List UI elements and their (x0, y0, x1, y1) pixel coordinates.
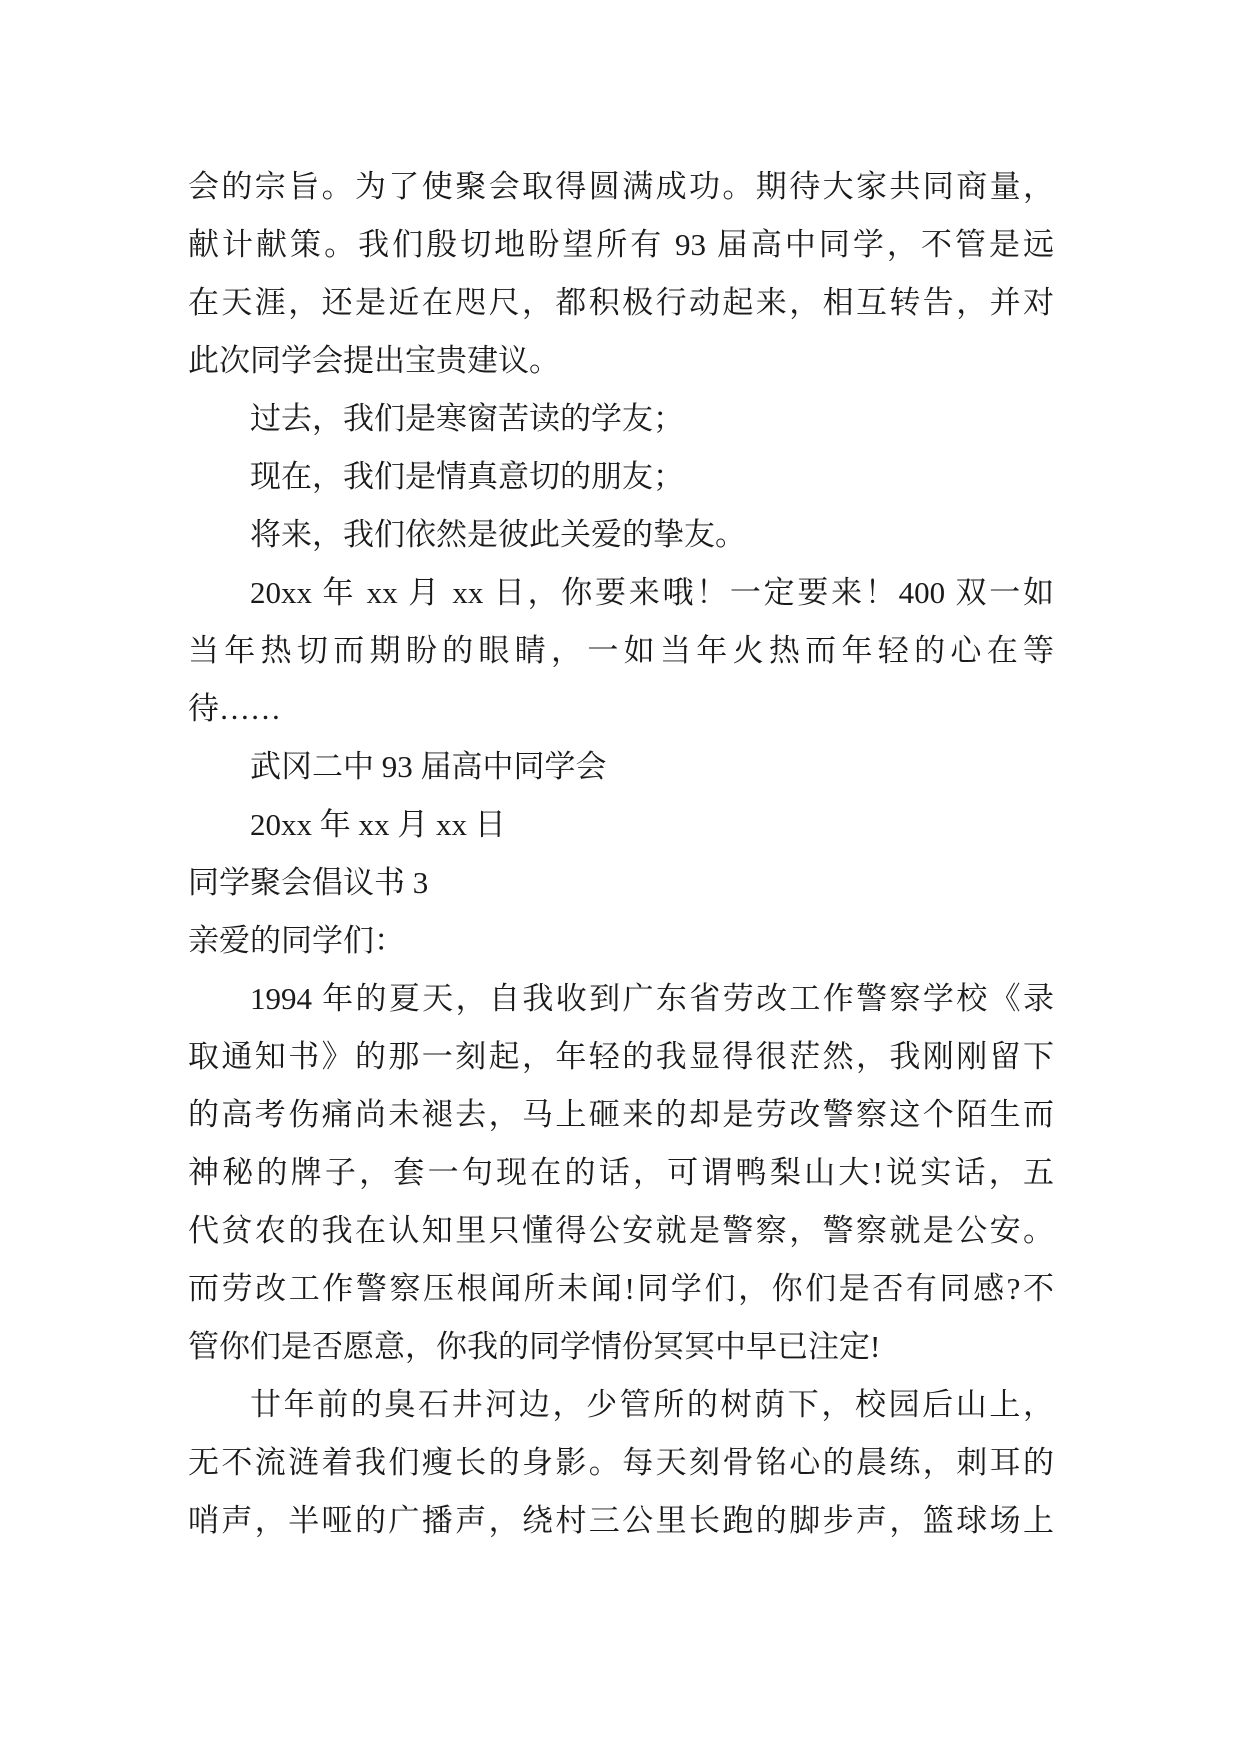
text-line: 取通知书》的那一刻起，年轻的我显得很茫然，我刚刚留下 (188, 1039, 1054, 1074)
text-line: 当年热切而期盼的眼睛，一如当年火热而年轻的心在等 (188, 633, 1054, 668)
text-line: 哨声，半哑的广播声，绕村三公里长跑的脚步声，篮球场上 (188, 1503, 1054, 1538)
verse-block (188, 390, 1054, 564)
closing-paragraph (188, 564, 1054, 738)
verse-line: 现在，我们是情真意切的朋友； (250, 459, 684, 494)
signature-date: 20xx 年 xx 月 xx 日 (250, 807, 506, 842)
text-line: 此次同学会提出宝贵建议。 (188, 343, 560, 378)
text-line: 廿年前的臭石井河边，少管所的树荫下，校园后山上， (250, 1387, 1054, 1422)
verse-line: 将来，我们依然是彼此关爱的挚友。 (250, 517, 746, 552)
text-line: 待…… (188, 691, 281, 726)
signature: 武冈二中 93 届高中同学会 (250, 749, 607, 784)
text-line: 20xx 年 xx 月 xx 日，你要来哦！一定要来！400 双一如 (250, 575, 1054, 610)
text-line: 神秘的牌子，套一句现在的话，可谓鸭梨山大!说实话，五 (188, 1155, 1054, 1190)
text-line: 会的宗旨。为了使聚会取得圆满成功。期待大家共同商量， (188, 169, 1054, 204)
text-line: 代贫农的我在认知里只懂得公安就是警察，警察就是公安。 (188, 1213, 1054, 1248)
body-paragraph (188, 970, 1054, 1376)
text-line: 献计献策。我们殷切地盼望所有 93 届高中同学，不管是远 (188, 227, 1054, 262)
continuation-paragraph (188, 158, 1054, 390)
text-line: 在天涯，还是近在咫尺，都积极行动起来，相互转告，并对 (188, 285, 1054, 320)
text-line: 1994 年的夏天，自我收到广东省劳改工作警察学校《录 (250, 981, 1054, 1016)
section-title: 同学聚会倡议书 3 (188, 865, 429, 900)
text-line: 的高考伤痛尚未褪去，马上砸来的却是劳改警察这个陌生而 (188, 1097, 1054, 1132)
salutation: 亲爱的同学们： (188, 923, 405, 958)
document-body (188, 158, 1054, 1550)
text-line: 管你们是否愿意，你我的同学情份冥冥中早已注定! (188, 1329, 881, 1364)
text-line: 而劳改工作警察压根闻所未闻!同学们，你们是否有同感?不 (188, 1271, 1054, 1306)
text-line: 无不流涟着我们瘦长的身影。每天刻骨铭心的晨练，刺耳的 (188, 1445, 1054, 1480)
verse-line: 过去，我们是寒窗苦读的学友； (250, 401, 684, 436)
body-paragraph (188, 1376, 1054, 1550)
